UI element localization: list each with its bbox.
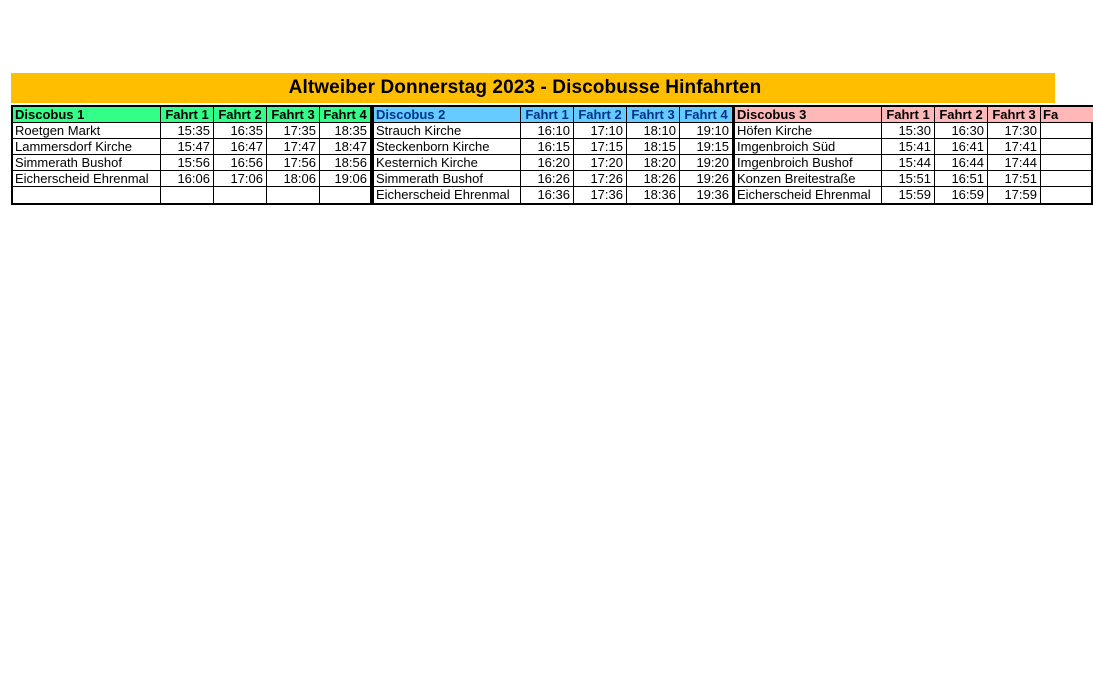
empty-cell[interactable] (1041, 155, 1093, 171)
stop-cell[interactable]: Lammersdorf Kirche (13, 139, 161, 155)
time-cell[interactable]: 16:35 (214, 123, 267, 139)
time-cell[interactable]: 17:36 (574, 187, 627, 203)
table-row (374, 171, 732, 187)
time-cell[interactable]: 15:41 (882, 139, 935, 155)
empty-cell[interactable] (161, 187, 214, 203)
time-cell[interactable]: 17:47 (267, 139, 320, 155)
trip-header[interactable]: Fahrt 4 (320, 107, 370, 123)
time-cell[interactable]: 16:36 (521, 187, 574, 203)
table-row (735, 123, 1093, 139)
table-header-row (374, 107, 732, 123)
discobus3-header[interactable]: Discobus 3 (735, 107, 882, 123)
trip-header[interactable]: Fahrt 1 (161, 107, 214, 123)
table-header-row (735, 107, 1093, 123)
table-row (13, 187, 370, 203)
time-cell[interactable]: 16:15 (521, 139, 574, 155)
empty-cell[interactable] (13, 187, 161, 203)
stop-cell[interactable]: Roetgen Markt (13, 123, 161, 139)
table-row (735, 171, 1093, 187)
discobus2-header[interactable]: Discobus 2 (374, 107, 521, 123)
empty-cell[interactable] (1041, 171, 1093, 187)
time-cell[interactable]: 18:20 (627, 155, 680, 171)
time-cell[interactable]: 16:10 (521, 123, 574, 139)
table-row (374, 155, 732, 171)
time-cell[interactable]: 19:26 (680, 171, 732, 187)
time-cell[interactable]: 15:56 (161, 155, 214, 171)
stop-cell[interactable]: Eicherscheid Ehrenmal (735, 187, 882, 203)
trip-header[interactable]: Fahrt 1 (882, 107, 935, 123)
table-row (374, 123, 732, 139)
time-cell[interactable]: 16:06 (161, 171, 214, 187)
empty-cell[interactable] (267, 187, 320, 203)
time-cell[interactable]: 15:30 (882, 123, 935, 139)
title-banner (11, 73, 1055, 103)
time-cell[interactable]: 18:56 (320, 155, 370, 171)
trip-header[interactable]: Fahrt 2 (574, 107, 627, 123)
table-row (735, 155, 1093, 171)
time-cell[interactable]: 15:51 (882, 171, 935, 187)
table-row (374, 187, 732, 203)
spreadsheet-area (11, 73, 1059, 206)
time-cell[interactable]: 16:44 (935, 155, 988, 171)
trip-header[interactable]: Fa (1041, 107, 1093, 123)
time-cell[interactable]: 15:44 (882, 155, 935, 171)
sheet-title: Altweiber Donnerstag 2023 - Discobusse Hinfahrten (288, 77, 762, 98)
time-cell[interactable]: 17:35 (267, 123, 320, 139)
time-cell[interactable]: 16:59 (935, 187, 988, 203)
time-cell[interactable]: 18:26 (627, 171, 680, 187)
time-cell[interactable]: 17:59 (988, 187, 1041, 203)
time-cell[interactable]: 17:26 (574, 171, 627, 187)
time-cell[interactable]: 17:15 (574, 139, 627, 155)
time-cell[interactable]: 18:06 (267, 171, 320, 187)
stop-cell[interactable]: Simmerath Bushof (374, 171, 521, 187)
time-cell[interactable]: 16:30 (935, 123, 988, 139)
time-cell[interactable]: 19:10 (680, 123, 732, 139)
stop-cell[interactable]: Simmerath Bushof (13, 155, 161, 171)
stop-cell[interactable]: Eicherscheid Ehrenmal (374, 187, 521, 203)
discobus3-table (733, 105, 1093, 205)
time-cell[interactable]: 19:20 (680, 155, 732, 171)
table-header-row (13, 107, 370, 123)
table-row (13, 155, 370, 171)
table-row (374, 139, 732, 155)
table-row (735, 139, 1093, 155)
time-cell[interactable]: 18:36 (627, 187, 680, 203)
stop-cell[interactable]: Höfen Kirche (735, 123, 882, 139)
stop-cell[interactable]: Imgenbroich Süd (735, 139, 882, 155)
trip-header[interactable]: Fahrt 3 (267, 107, 320, 123)
time-cell[interactable]: 17:51 (988, 171, 1041, 187)
trip-header[interactable]: Fahrt 3 (627, 107, 680, 123)
time-cell[interactable]: 15:47 (161, 139, 214, 155)
stop-cell[interactable]: Strauch Kirche (374, 123, 521, 139)
stop-cell[interactable]: Imgenbroich Bushof (735, 155, 882, 171)
empty-cell[interactable] (320, 187, 370, 203)
time-cell[interactable]: 16:51 (935, 171, 988, 187)
time-cell[interactable]: 17:30 (988, 123, 1041, 139)
empty-cell[interactable] (1041, 187, 1093, 203)
time-cell[interactable]: 18:47 (320, 139, 370, 155)
stop-cell[interactable]: Eicherscheid Ehrenmal (13, 171, 161, 187)
time-cell[interactable]: 16:56 (214, 155, 267, 171)
time-cell[interactable]: 17:20 (574, 155, 627, 171)
stop-cell[interactable]: Kesternich Kirche (374, 155, 521, 171)
empty-cell[interactable] (214, 187, 267, 203)
time-cell[interactable]: 19:36 (696, 187, 729, 202)
time-cell[interactable]: 18:10 (627, 123, 680, 139)
empty-cell[interactable] (1041, 139, 1093, 155)
table-row (13, 123, 370, 139)
time-cell[interactable]: 17:10 (574, 123, 627, 139)
table-row (13, 139, 370, 155)
time-cell[interactable]: 15:59 (882, 187, 935, 203)
trip-header[interactable]: Fahrt 4 (680, 107, 732, 123)
stop-cell[interactable]: Konzen Breitestraße (735, 171, 882, 187)
time-cell[interactable]: 17:06 (214, 171, 267, 187)
time-cell[interactable]: 19:15 (680, 139, 732, 155)
trip-header[interactable]: Fahrt 3 (988, 107, 1041, 123)
time-cell[interactable]: 17:41 (988, 139, 1041, 155)
time-cell[interactable]: 17:56 (267, 155, 320, 171)
time-cell[interactable]: 19:06 (320, 171, 370, 187)
discobus1-header[interactable]: Discobus 1 (13, 107, 161, 123)
empty-cell[interactable] (1041, 123, 1093, 139)
discobus1-table (11, 105, 372, 205)
trip-header[interactable]: Fahrt 1 (521, 107, 574, 123)
stop-cell[interactable]: Steckenborn Kirche (374, 139, 521, 155)
discobus2-table (372, 105, 734, 205)
time-cell[interactable]: 18:15 (627, 139, 680, 155)
time-cell[interactable]: 16:41 (935, 139, 988, 155)
table-row (735, 187, 1093, 203)
trip-header[interactable]: Fahrt 2 (935, 107, 988, 123)
time-cell[interactable]: 16:26 (521, 171, 574, 187)
time-cell[interactable]: 16:20 (521, 155, 574, 171)
time-cell[interactable]: 18:35 (320, 123, 370, 139)
table-row (13, 171, 370, 187)
time-cell[interactable]: 16:47 (214, 139, 267, 155)
trip-header[interactable]: Fahrt 2 (214, 107, 267, 123)
time-cell[interactable]: 15:35 (161, 123, 214, 139)
time-cell[interactable]: 17:44 (988, 155, 1041, 171)
